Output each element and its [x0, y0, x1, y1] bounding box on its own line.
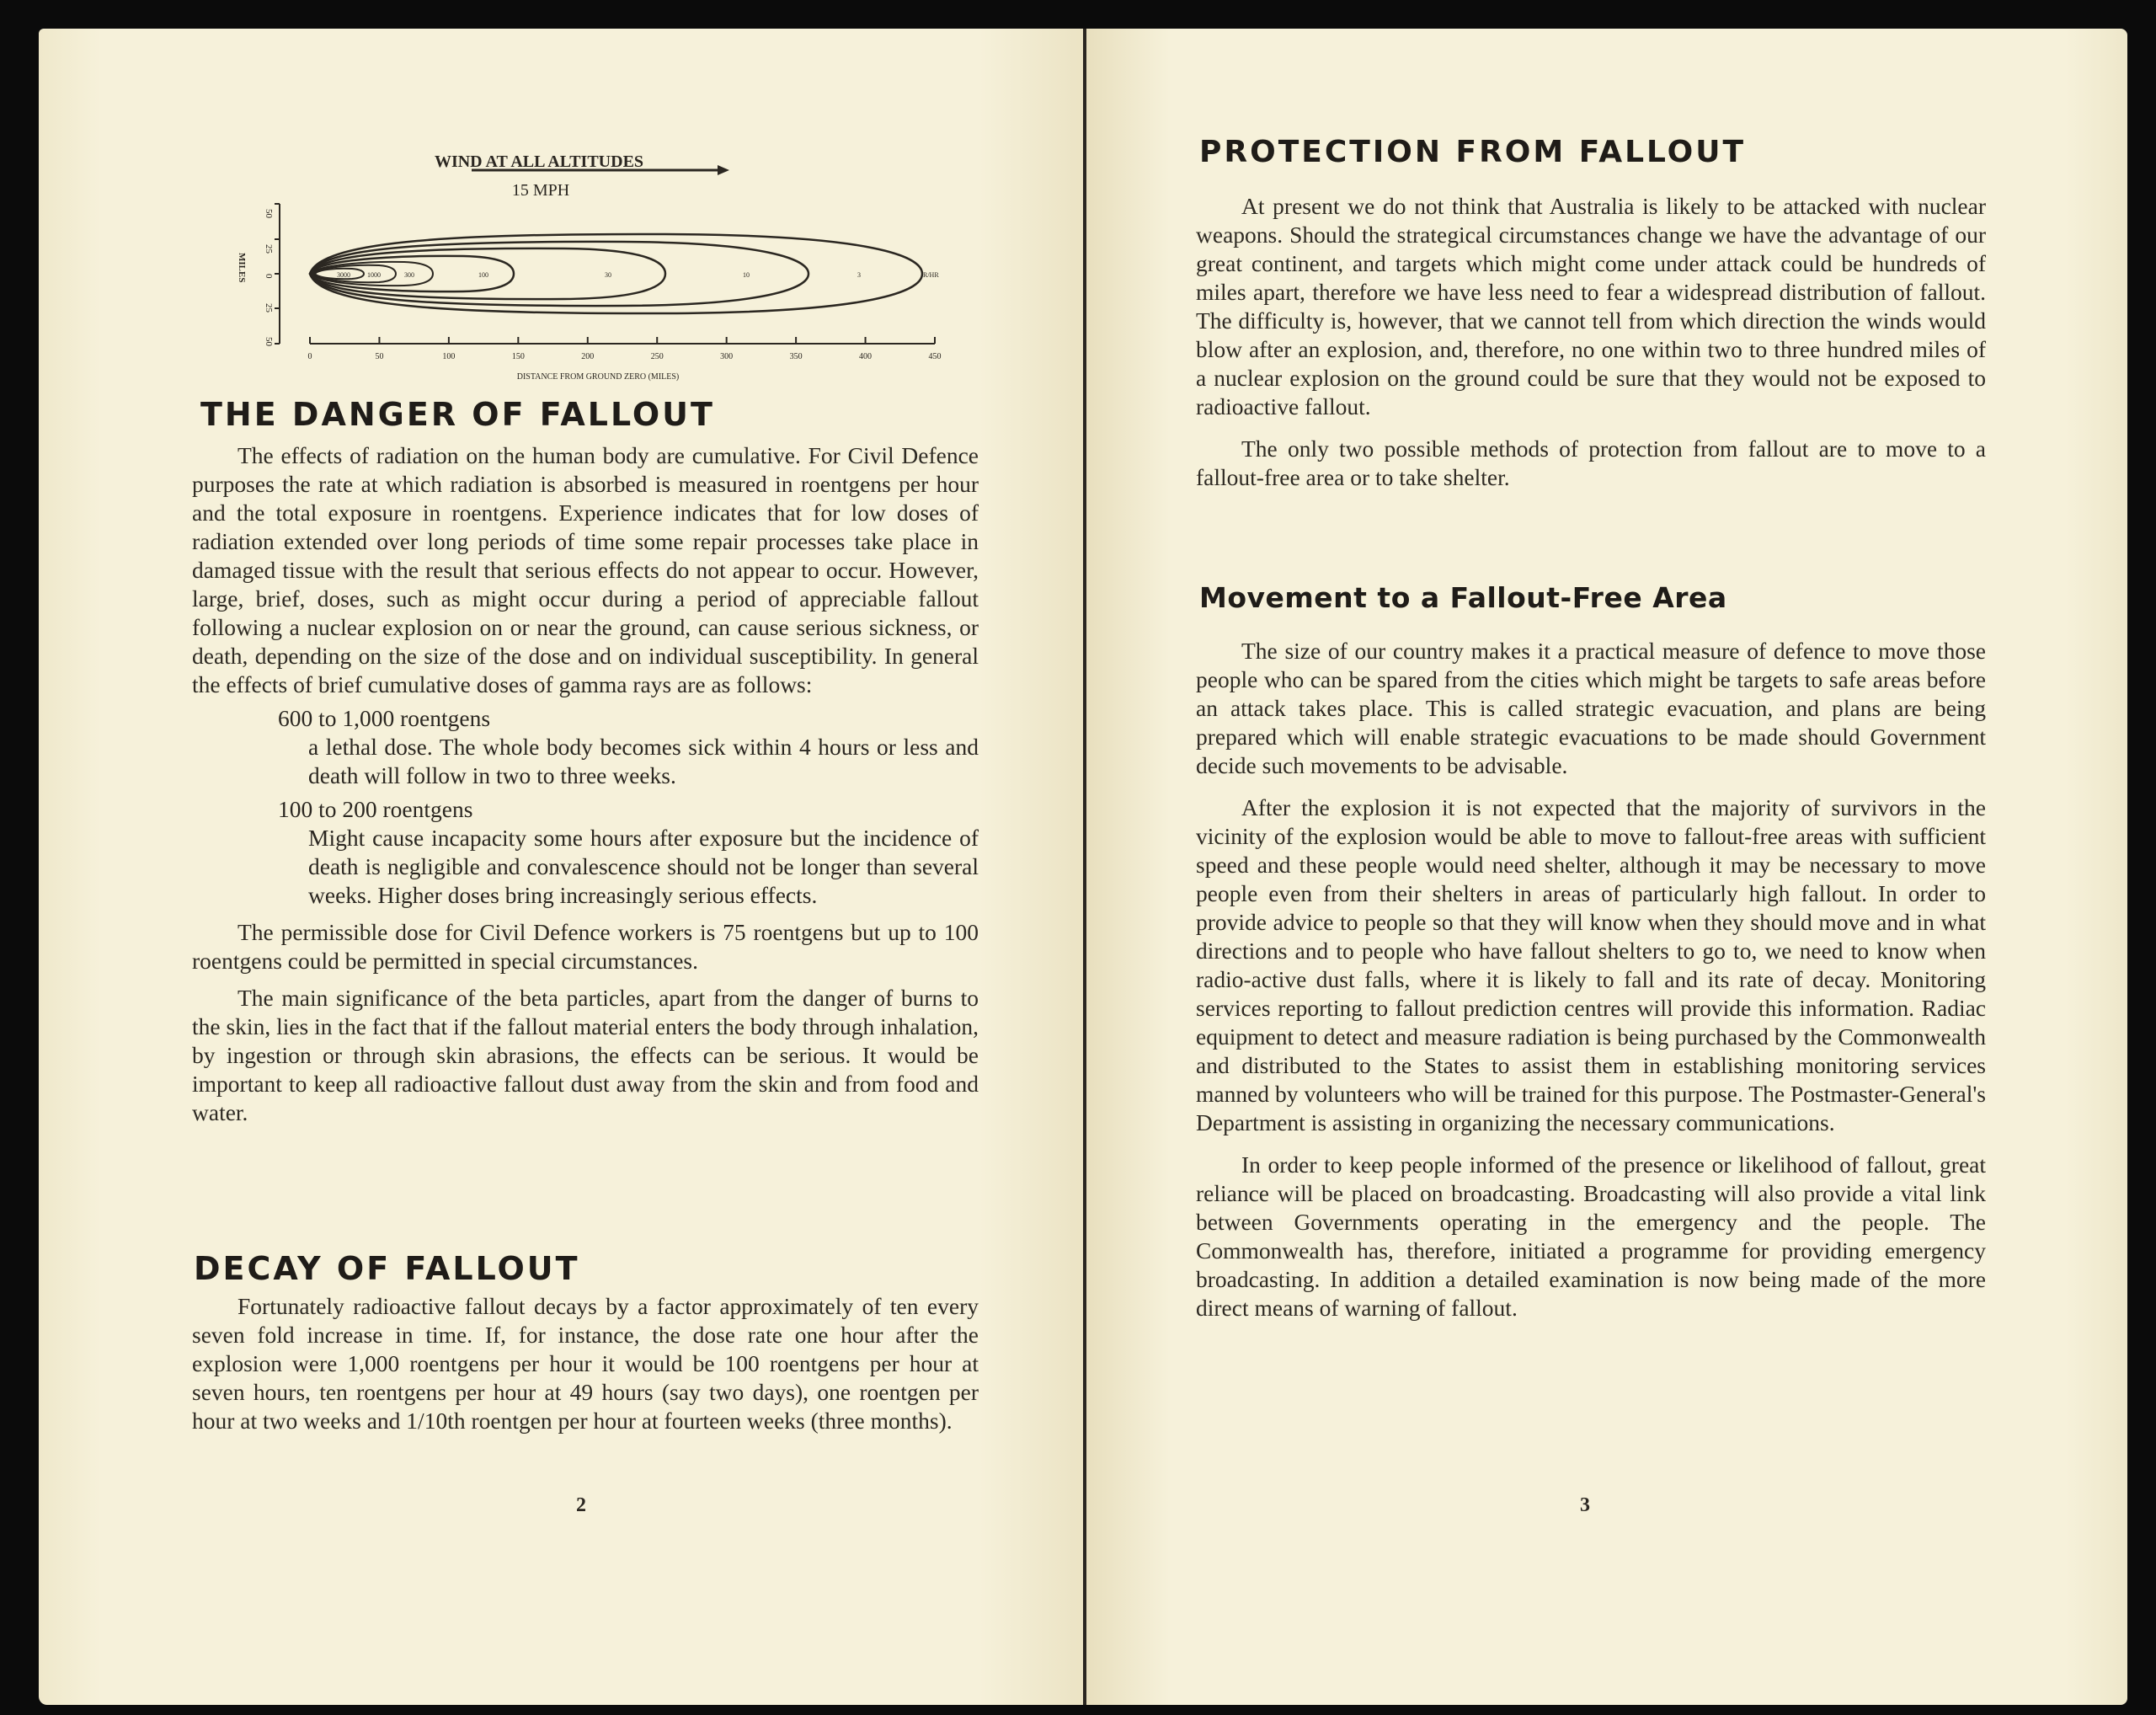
permissible-dose-paragraph: The permissible dose for Civil Defence workers is 75 roentgens but up to 100 roentgens could be permitted in special circumstances. [192, 919, 979, 974]
x-tick-label: 350 [789, 352, 803, 361]
x-tick-label: 450 [928, 352, 942, 361]
movement-paragraph-2: After the explosion it is not expected that the majority of survivors in the vicinity of the explosion would be able to move to fallout-free areas with sufficient speed and these people would need shelter, although it may be necessary to move people even from their shelters in areas of particularly high fallout. In order to provide advice to people so that they will know when they should move and in what directions and to people who have fallout shelters to go to, we need to know when radio-active dust falls, where it is likely to fall and its rate of decay. Monitoring services reporting to fallout prediction centres will provide this information. Radiac equipment to detect and measure radiation is being purchased by the Commonwealth and distributed to the States to assist them in establishing monitoring services manned by volunteers who will be trained for this purpose. The Postmaster-General's Department is assisting in organizing the necessary communications. [1196, 794, 1986, 1135]
x-tick-label: 150 [511, 352, 525, 361]
contour-label: 3000 [337, 271, 350, 279]
chart-wind-speed: 15 MPH [511, 181, 570, 200]
dose-2-label: 100 to 200 roentgens [278, 796, 473, 822]
y-tick: 25 [264, 303, 274, 313]
dose-1-text: a lethal dose. The whole body becomes sick within 4 hours or less and death will follow in two to three weeks. [308, 734, 979, 788]
wind-arrow-head [718, 165, 729, 175]
page-number-right: 3 [1580, 1494, 1590, 1516]
heading-protection-from-fallout: PROTECTION FROM FALLOUT [1199, 135, 1747, 169]
contour-3 [310, 234, 922, 313]
y-tick: 0 [264, 274, 274, 279]
x-ticks [308, 337, 942, 361]
chart-x-label: DISTANCE FROM GROUND ZERO (MILES) [516, 372, 680, 382]
beta-particles-paragraph: The main significance of the beta particles, apart from the danger of burns to the skin, lies in the fact that if the fallout material enters the body through inhalation, by ingestion or through skin abrasions, the effects can be serious. It would be important to keep all radioactive fallout dust away from the skin and from food and water. [192, 985, 979, 1125]
fallout-contour-chart [227, 110, 969, 387]
x-tick-label: 50 [375, 352, 384, 361]
y-tick: 50 [264, 337, 274, 346]
x-tick-label: 0 [307, 352, 312, 361]
dose-1-label: 600 to 1,000 roentgens [278, 705, 491, 731]
chart-y-label: MILES [237, 253, 247, 283]
contour-label: 3 [857, 271, 861, 279]
contour-label: 100 [478, 271, 488, 279]
movement-paragraph-3: In order to keep people informed of the presence or likelihood of fallout, great reliance will be placed on broadcasting. Broadcasting will also provide a vital link between Governments operating in the emergency and the people. The Commonwealth has, therefore, initiated a programme for providing emergency broadcasting. In addition a detailed examination is now being made of the more direct means of warning of fallout. [1196, 1151, 1986, 1321]
contour-label: 30 [605, 271, 611, 279]
contour-label: 10 [743, 271, 750, 279]
chart-title: WIND AT ALL ALTITUDES [434, 152, 644, 171]
heading-danger-of-fallout: THE DANGER OF FALLOUT [200, 396, 715, 433]
contour-label: R/HR [923, 271, 939, 279]
contour-10 [310, 242, 808, 306]
dose-2-text: Might cause incapacity some hours after exposure but the incidence of death is negligible and convalescence should not be longer than several weeks. Higher doses bring increasingly serious effects. [308, 825, 979, 908]
x-tick-label: 200 [581, 352, 595, 361]
page-number-left: 2 [576, 1494, 586, 1516]
x-tick-label: 250 [650, 352, 664, 361]
heading-decay-of-fallout: DECAY OF FALLOUT [194, 1250, 580, 1287]
x-tick-label: 400 [859, 352, 873, 361]
danger-paragraph: The effects of radiation on the human body are cumulative. For Civil Defence purposes the rate at which radiation is absorbed is measured in roentgens per hour and the total exposure in roentgens. Experience indicates that for low doses of radiation extended over long periods of time some repair processes take place in damaged tissue with the result that serious effects do not appear to occur. However, large, brief, doses, such as might occur during a period of appreciable fallout following a nuclear explosion on or near the ground, can cause serious sickness, or death, depending on the size of the dose and on individual susceptibility. In general the effects of brief cumulative doses of gamma rays are as follows: [192, 442, 979, 697]
heading-movement-fallout-free-area: Movement to a Fallout-Free Area [1199, 581, 1727, 614]
x-tick-label: 300 [720, 352, 734, 361]
protection-paragraph-2: The only two possible methods of protection from fallout are to move to a fallout-free area or to take shelter. [1196, 435, 1986, 490]
decay-paragraph: Fortunately radioactive fallout decays by a factor approximately of ten every seven fold increase in time. If, for instance, the dose rate one hour after the explosion were 1,000 roentgens per hour it would be 100 roentgens per hour at seven hours, ten roentgens per hour at 49 hours (say two days), one roentgen per hour at two weeks and 1/10th roentgen per hour at fourteen weeks (three months). [192, 1293, 979, 1434]
contour-label: 1000 [367, 271, 381, 279]
protection-paragraph-1: At present we do not think that Australia is likely to be attacked with nuclear weapons. Should the strategical circumstances change we have the advantage of our great continent, and targets which might come under attack could be hundreds of miles apart, therefore we have less need to fear a widespread distribution of fallout. The difficulty is, however, that we cannot tell from which direction the winds would blow after an explosion, and, therefore, no one within two to three hundred miles of a nuclear explosion on the ground could be sure that they would not be exposed to radioactive fallout. [1196, 193, 1986, 419]
y-tick: 50 [264, 209, 274, 218]
contour-label: 300 [404, 271, 414, 279]
y-tick: 25 [264, 244, 274, 254]
movement-paragraph-1: The size of our country makes it a practical measure of defence to move those people who can be spared from the cities which might be targets to safe areas before an attack takes place. This is called strategic evacuation, and plans are being prepared which will enable strategic evacuations to be made should Government decide such movements to be advisable. [1196, 638, 1986, 778]
x-tick-label: 100 [442, 352, 456, 361]
